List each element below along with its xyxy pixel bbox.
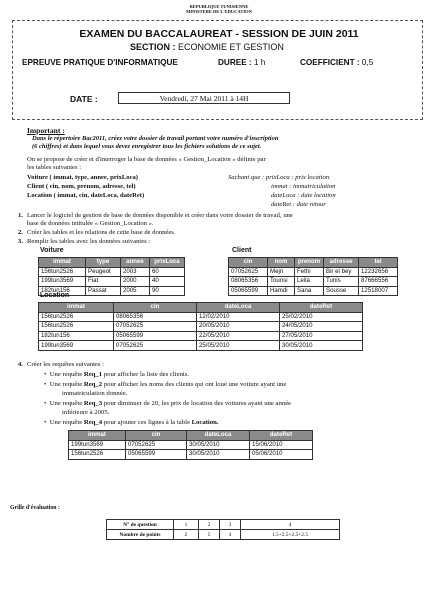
table-cell: 156tun2526 [39, 322, 114, 332]
request-4-prefix: Une requête [49, 419, 84, 426]
table-row [69, 450, 313, 460]
table-row [107, 530, 340, 540]
table-cell: 4 [241, 520, 340, 530]
coef-label: COEFFICIENT : [300, 58, 360, 67]
request-1 [44, 371, 189, 379]
table-cell: 12/02/2010 [197, 312, 280, 322]
table-cell: 07052625 [114, 341, 197, 351]
table-cell: 25/02/2010 [280, 312, 363, 322]
table-cell: 07052625 [229, 267, 268, 277]
table-cell: 3 [220, 520, 241, 530]
table-cell: 08065356 [229, 277, 268, 287]
table-cell: Fethi [295, 267, 324, 277]
request-3-name: Req_3 [83, 400, 103, 407]
table-row [229, 267, 398, 277]
request-4-name: Req_4 [83, 419, 103, 426]
section-line [130, 42, 284, 52]
request-2 [44, 381, 286, 389]
intro-line-1: On se propose de créer et d'interroger la base de données « Gestion_Location » définie par [27, 156, 266, 163]
grille-table [106, 519, 340, 540]
table-cell: 199tun3569 [39, 277, 86, 287]
step-1-line-1: Lancer le logiciel de gestion de base de données disponible et créer dans votre dossier de travail, une [27, 212, 293, 219]
table-cell: Sana [295, 286, 324, 296]
table-cell: 05065599 [114, 331, 197, 341]
table-cell: Hamdi [268, 286, 295, 296]
table-row [39, 312, 363, 322]
table-cell: 87666556 [359, 277, 398, 287]
client-header-cin: cin [229, 258, 268, 268]
intro-line-2: les tables suivantes : [27, 164, 82, 171]
table-cell: 24/05/2010 [280, 322, 363, 332]
step-3-number: 3. [18, 238, 23, 245]
table-cell: 30/05/2010 [280, 341, 363, 351]
voiture-table [38, 257, 185, 296]
schema-legend-4: dateRet : date retour [271, 201, 326, 208]
schema-location: Location ( immat, cin, dateLoca, dateRet) [27, 192, 145, 199]
table-cell: 199tun3569 [69, 440, 126, 450]
step-1-line-2: base de données intitulée « Gestion_Location ». [27, 220, 154, 227]
duree-label: DUREE : [218, 58, 252, 67]
request-2-prefix: Une requête [49, 381, 84, 388]
table-cell: Sousse [324, 286, 359, 296]
bullet-icon: • [44, 400, 50, 407]
table-cell: 156tun2526 [39, 267, 86, 277]
client-table-title: Client [232, 247, 252, 254]
add-header-cin: cin [126, 431, 187, 441]
table-row [39, 331, 363, 341]
table-cell: 2003 [121, 267, 150, 277]
request-2-text: pour afficher les noms des clients qui ont loué une voiture ayant une [102, 381, 287, 388]
table-cell: 05065599 [126, 450, 187, 460]
request-1-prefix: Une requête [49, 371, 84, 378]
location-header-immat: immat [39, 303, 114, 313]
table-cell: 30/05/2010 [187, 440, 250, 450]
table-cell: Fiat [86, 277, 121, 287]
table-cell: 1.5+2.5+2.5+2.5 [241, 530, 340, 540]
request-2-cont: immatriculation donnée. [62, 390, 128, 397]
table-cell: 4 [220, 530, 241, 540]
table-cell: 156tun2526 [69, 450, 126, 460]
table-cell: 05/06/2010 [250, 450, 313, 460]
date-value: Vendredi, 27 Mai 2011 à 14H [118, 92, 290, 104]
step-2-number: 2. [18, 229, 23, 236]
voiture-table-title: Voiture [40, 247, 64, 254]
table-cell: 25/05/2010 [197, 341, 280, 351]
table-row [39, 267, 185, 277]
location-table [38, 302, 363, 351]
request-4-text: pour ajouter ces lignes à la table [102, 419, 192, 426]
grille-label: Grille d'évaluation : [10, 505, 60, 511]
location-header-cin: cin [114, 303, 197, 313]
table-cell: 5 [199, 530, 220, 540]
location-header-dateret: dateRet [280, 303, 363, 313]
duree-line [218, 58, 265, 67]
table-cell: 15/06/2010 [250, 440, 313, 450]
step-1-number: 1. [18, 212, 23, 219]
table-cell: 2005 [121, 286, 150, 296]
client-header-adresse: adresse [324, 258, 359, 268]
location-header-dateloca: dateLoca [197, 303, 280, 313]
bullet-icon: • [44, 371, 50, 378]
step-3-text: Remplir les tables avec les données suivantes : [27, 238, 151, 245]
table-row [229, 286, 398, 296]
coef-value: 0,5 [361, 58, 374, 67]
schema-legend-3: dateLoca : date location [271, 192, 336, 199]
coef-line [300, 58, 373, 67]
schema-voiture: Voiture ( immat, type, annee, prixLoca) [27, 174, 138, 181]
table-cell: 2000 [121, 277, 150, 287]
request-3-prefix: Une requête [49, 400, 84, 407]
table-cell: 12518007 [359, 286, 398, 296]
table-row [39, 322, 363, 332]
table-cell: Tounsi [268, 277, 295, 287]
table-cell: Bir el bey [324, 267, 359, 277]
table-cell: 199tun3569 [39, 341, 114, 351]
table-cell: Tunis [324, 277, 359, 287]
request-2-name: Req_2 [83, 381, 103, 388]
voiture-header-immat: immat [39, 258, 86, 268]
table-cell: 1 [174, 520, 199, 530]
date-label: DATE : [70, 94, 98, 104]
table-cell: Nombre de points [107, 530, 174, 540]
duree-value: 1 h [253, 58, 266, 67]
table-row [229, 277, 398, 287]
table-cell: 156tun2526 [39, 312, 114, 322]
add-header-dateloca: dateLoca [187, 431, 250, 441]
important-line-1: Dans le répertoire Bac2011, créez votre dossier de travail portant votre numéro d'inscription [32, 135, 279, 142]
location-table-title: Location [40, 292, 70, 299]
table-row [69, 440, 313, 450]
step-4-number: 4. [18, 361, 23, 368]
table-cell: 60 [150, 267, 185, 277]
table-cell: 30/05/2010 [187, 450, 250, 460]
client-header-nom: nom [268, 258, 295, 268]
voiture-header-prixloca: prixLoca [150, 258, 185, 268]
request-1-text: pour afficher la liste des clients. [102, 371, 190, 378]
schema-client: Client ( cin, nom, prenom, adresse, tel) [27, 183, 136, 190]
table-cell: 05065599 [229, 286, 268, 296]
client-header-prenom: prenom [295, 258, 324, 268]
request-3-cont: inférieure à 2005. [62, 409, 110, 416]
table-cell: 20/05/2010 [197, 322, 280, 332]
table-cell: 22/05/2010 [197, 331, 280, 341]
table-cell: 2 [174, 530, 199, 540]
bullet-icon: • [44, 419, 50, 426]
table-row [107, 520, 340, 530]
important-line-2: (6 chiffres) et dans lequel vous devez enregistrer tous les fichiers solutions de ce sujet. [32, 143, 262, 150]
client-table [228, 257, 398, 296]
step-2-text: Créer les tables et les relations de cette base de données. [27, 229, 176, 236]
table-row [39, 341, 363, 351]
republic-label: REPUBLIQUE TUNISIENNE [189, 4, 249, 9]
table-cell: 40 [150, 277, 185, 287]
table-cell: N° de question [107, 520, 174, 530]
table-cell: 90 [150, 286, 185, 296]
epreuve-label: EPREUVE PRATIQUE D'INFORMATIQUE [22, 58, 178, 67]
table-cell: 07052625 [114, 322, 197, 332]
table-cell: Peugeot [86, 267, 121, 277]
exam-title: EXAMEN DU BACCALAUREAT - SESSION DE JUIN 2011 [79, 28, 359, 40]
bullet-icon: • [44, 381, 50, 388]
table-cell: Passat [86, 286, 121, 296]
request-3 [44, 400, 291, 408]
table-cell: 08065356 [114, 312, 197, 322]
request-1-name: Req_1 [83, 371, 103, 378]
add-header-dateret: dateRet [250, 431, 313, 441]
schema-legend-1: Sachant que : prixLoca : prix location. [228, 174, 331, 181]
voiture-header-type: type [86, 258, 121, 268]
table-cell: 27/05/2010 [280, 331, 363, 341]
table-cell: 182tun156 [39, 331, 114, 341]
schema-legend-2: immat : immatriculation [271, 183, 336, 190]
table-cell: 182tun156 [39, 286, 86, 296]
section-label: SECTION : [130, 42, 176, 52]
table-cell: Leila [295, 277, 324, 287]
add-location-table [68, 430, 313, 460]
voiture-header-annee: annee [121, 258, 150, 268]
request-4 [44, 419, 219, 427]
add-header-immat: immat [69, 431, 126, 441]
request-3-text: pour diminuer de 20, les prix de location des voitures ayant une année [102, 400, 292, 407]
section-value: ECONOMIE ET GESTION [178, 42, 284, 52]
request-4-table: Location. [191, 419, 219, 426]
client-header-tel: tel [359, 258, 398, 268]
step-4-text: Créer les requêtes suivantes : [27, 361, 104, 368]
table-cell: Mejri [268, 267, 295, 277]
table-cell: 2 [199, 520, 220, 530]
table-cell: 12232656 [359, 267, 398, 277]
important-label: Important : [27, 126, 65, 135]
table-row [39, 277, 185, 287]
table-cell: 07052625 [126, 440, 187, 450]
ministry-label: MINISTERE DE L'EDUCATION [186, 9, 252, 14]
